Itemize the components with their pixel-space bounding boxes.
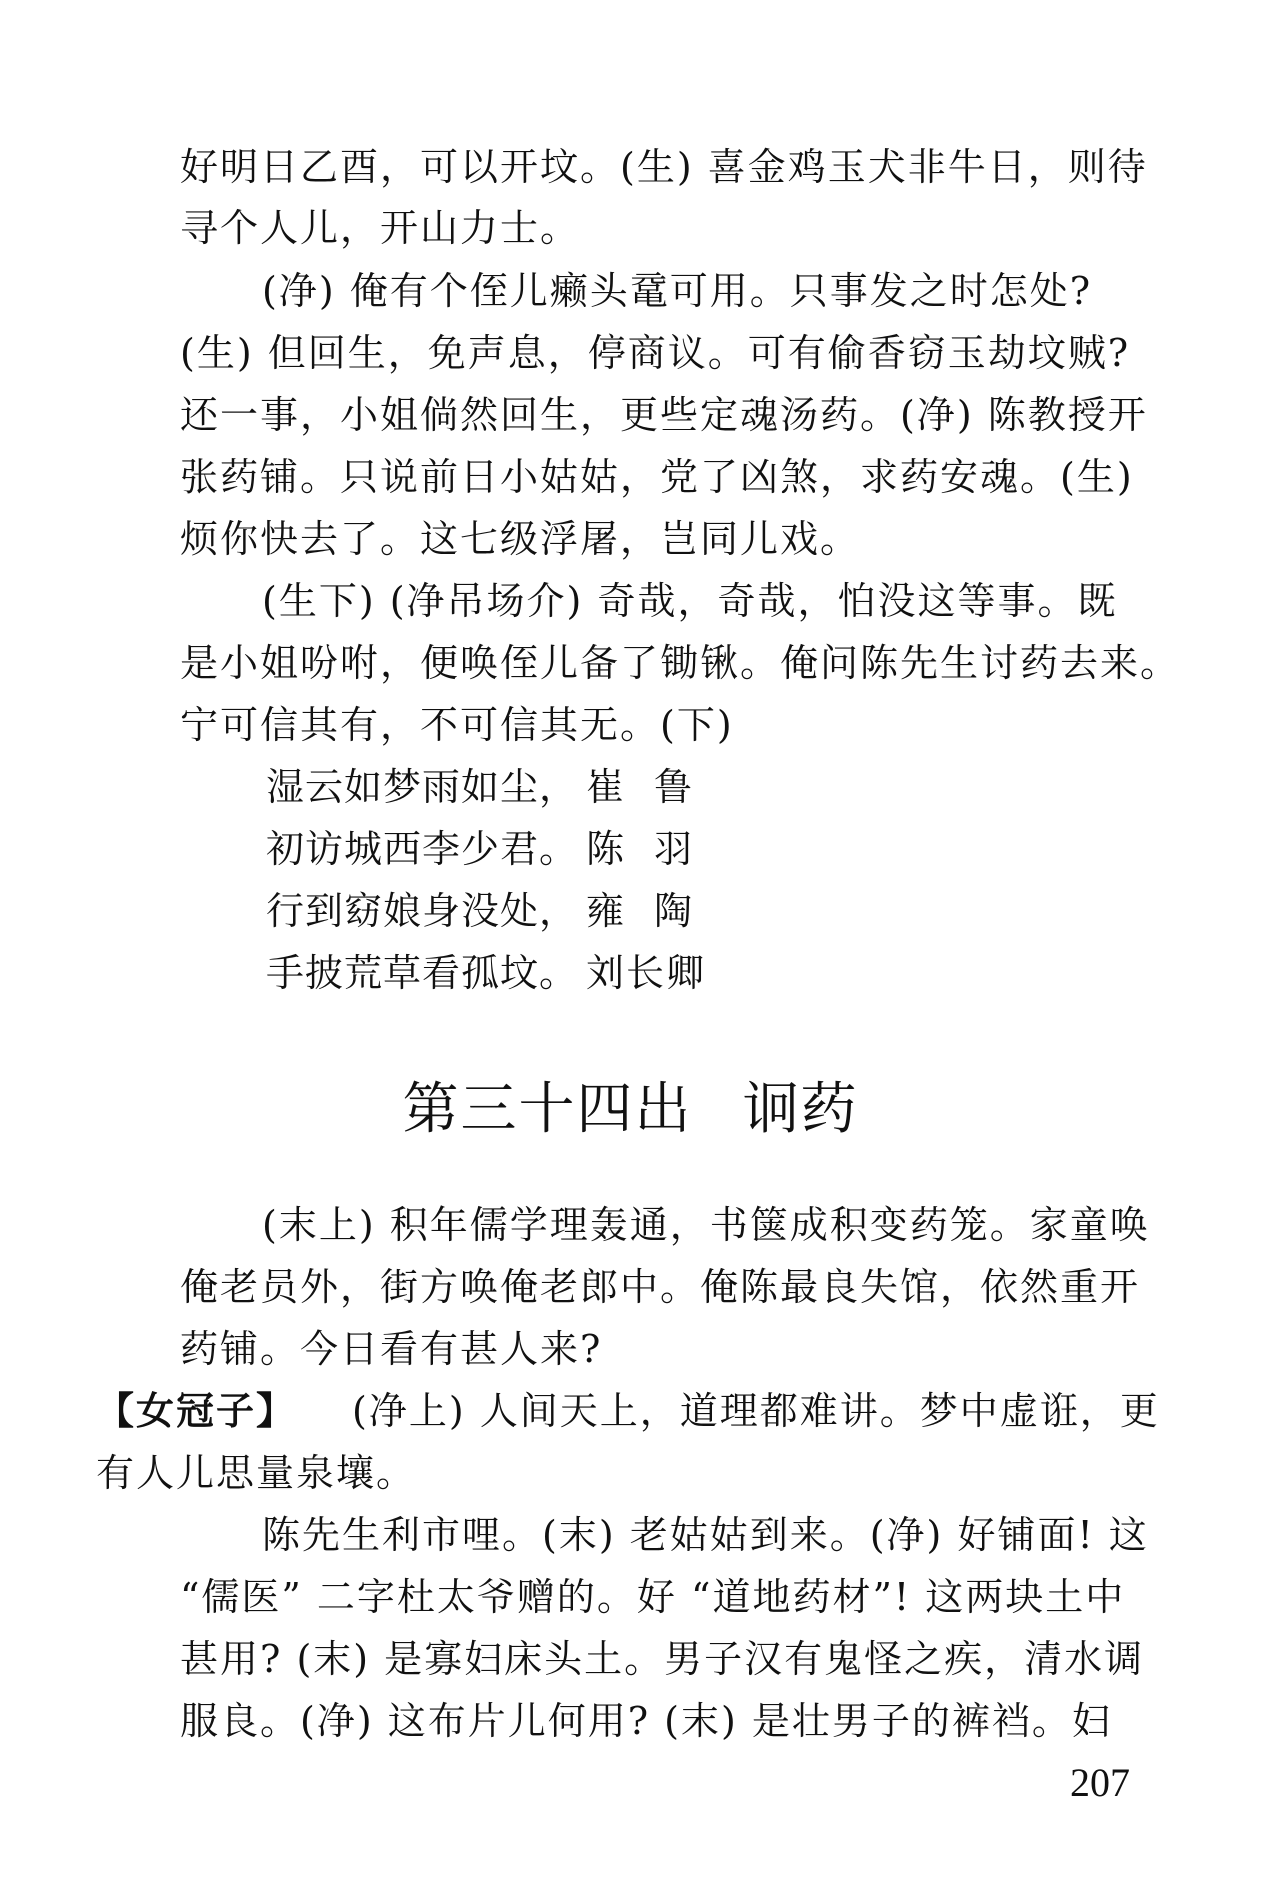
text-line-10: 宁可信其有，不可信其无。(下)	[180, 703, 734, 747]
text-line-6: 张药铺。只说前日小姑姑，党了凶煞，求药安魂。(生)	[180, 455, 1134, 499]
tune-text: (净上) 人间天上，道理都难讲。梦中虚诳，更	[352, 1389, 1160, 1433]
text-line-5: 还一事，小姐倘然回生，更些定魂汤药。(净) 陈教授开	[180, 393, 1148, 437]
text-line-4: (生) 但回生，免声息，停商议。可有偷香窃玉劫坟贼?	[180, 331, 1131, 375]
chapter-name: 诇药	[742, 1077, 859, 1142]
chapter-title	[0, 1075, 1261, 1145]
poem-verse: 手披荒草看孤坟。	[266, 951, 579, 995]
text-line-1: 好明日乙酉，可以开坟。(生) 喜金鸡玉犬非牛日，则待	[180, 145, 1148, 189]
poem-author: 崔鲁	[586, 765, 723, 809]
poem-line-3	[266, 886, 722, 936]
text-line-3: (净) 俺有个侄儿癞头鼋可用。只事发之时怎处?	[262, 269, 1093, 313]
text-line-12: 俺老员外，街方唤俺老郎中。俺陈最良失馆，依然重开	[180, 1265, 1141, 1309]
poem-line-4	[266, 948, 706, 998]
text-line-19: 服良。(净) 这布片儿何用? (末) 是壮男子的裤裆。妇	[180, 1699, 1112, 1743]
text-line-11: (末上) 积年儒学理轰通，书箧成积变药笼。家童唤	[262, 1203, 1150, 1247]
poem-author: 陈羽	[586, 827, 723, 871]
tune-name: 【女冠子】	[96, 1389, 297, 1433]
poem-verse: 湿云如梦雨如尘，	[266, 765, 579, 809]
text-line-13: 药铺。今日看有甚人来?	[180, 1327, 603, 1371]
tune-line	[96, 1386, 1160, 1436]
text-line-16: 陈先生利市哩。(末) 老姑姑到来。(净) 好铺面! 这	[262, 1513, 1149, 1557]
poem-author: 雍陶	[586, 889, 723, 933]
text-line-15: 有人儿思量泉壤。	[96, 1451, 417, 1495]
text-line-17: “儒医” 二字杜太爷赠的。好 “道地药材”! 这两块土中	[180, 1575, 1126, 1619]
text-line-9: 是小姐吩咐，便唤侄儿备了锄锹。俺问陈先生讨药去来。	[180, 641, 1181, 685]
text-line-7: 烦你快去了。这七级浮屠，岂同儿戏。	[180, 517, 861, 561]
text-line-2: 寻个人儿，开山力士。	[180, 206, 581, 250]
text-line-18: 甚用? (末) 是寡妇床头土。男子汉有鬼怪之疾，清水调	[180, 1637, 1145, 1681]
poem-line-2	[266, 824, 722, 874]
poem-verse: 初访城西李少君。	[266, 827, 579, 871]
poem-verse: 行到窈娘身没处，	[266, 889, 579, 933]
chapter-number: 第三十四出	[402, 1077, 693, 1142]
text-line-8: (生下) (净吊场介) 奇哉，奇哉，怕没这等事。既	[262, 579, 1118, 623]
poem-author: 刘长卿	[586, 951, 707, 995]
poem-line-1	[266, 762, 722, 812]
page-number: 207	[1070, 1760, 1130, 1805]
